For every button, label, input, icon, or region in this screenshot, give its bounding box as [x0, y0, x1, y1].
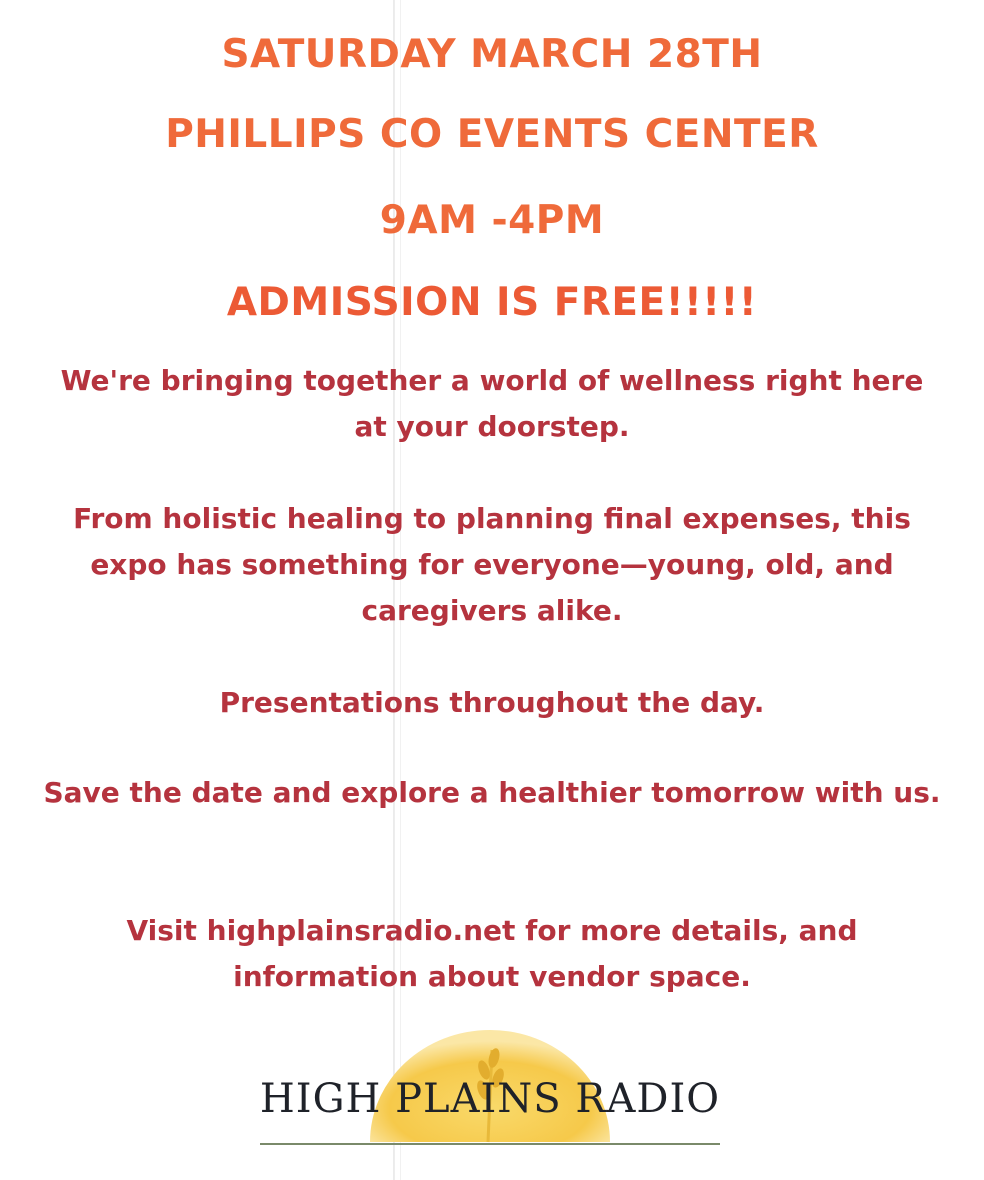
intro-paragraph: We're bringing together a world of wellness right here at your doorstep.: [60, 364, 924, 443]
logo-wordmark: HIGH PLAINS RADIO: [259, 1076, 721, 1122]
expo-description-paragraph: From holistic healing to planning final expenses, this expo has something for everyone—young, old, and caregivers alike.: [73, 502, 911, 627]
presentations-paragraph: Presentations throughout the day.: [219, 686, 765, 719]
event-date-heading: SATURDAY MARCH 28TH: [221, 32, 763, 77]
event-venue-heading: PHILLIPS CO EVENTS CENTER: [165, 112, 819, 157]
visit-website-paragraph: Visit highplainsradio.net for more details, and information about vendor space.: [126, 914, 858, 993]
high-plains-radio-logo: [240, 1030, 740, 1160]
save-the-date-paragraph: Save the date and explore a healthier tomorrow with us.: [43, 776, 941, 809]
event-time-heading: 9AM -4PM: [379, 198, 605, 243]
admission-heading: ADMISSION IS FREE!!!!!: [226, 280, 758, 325]
